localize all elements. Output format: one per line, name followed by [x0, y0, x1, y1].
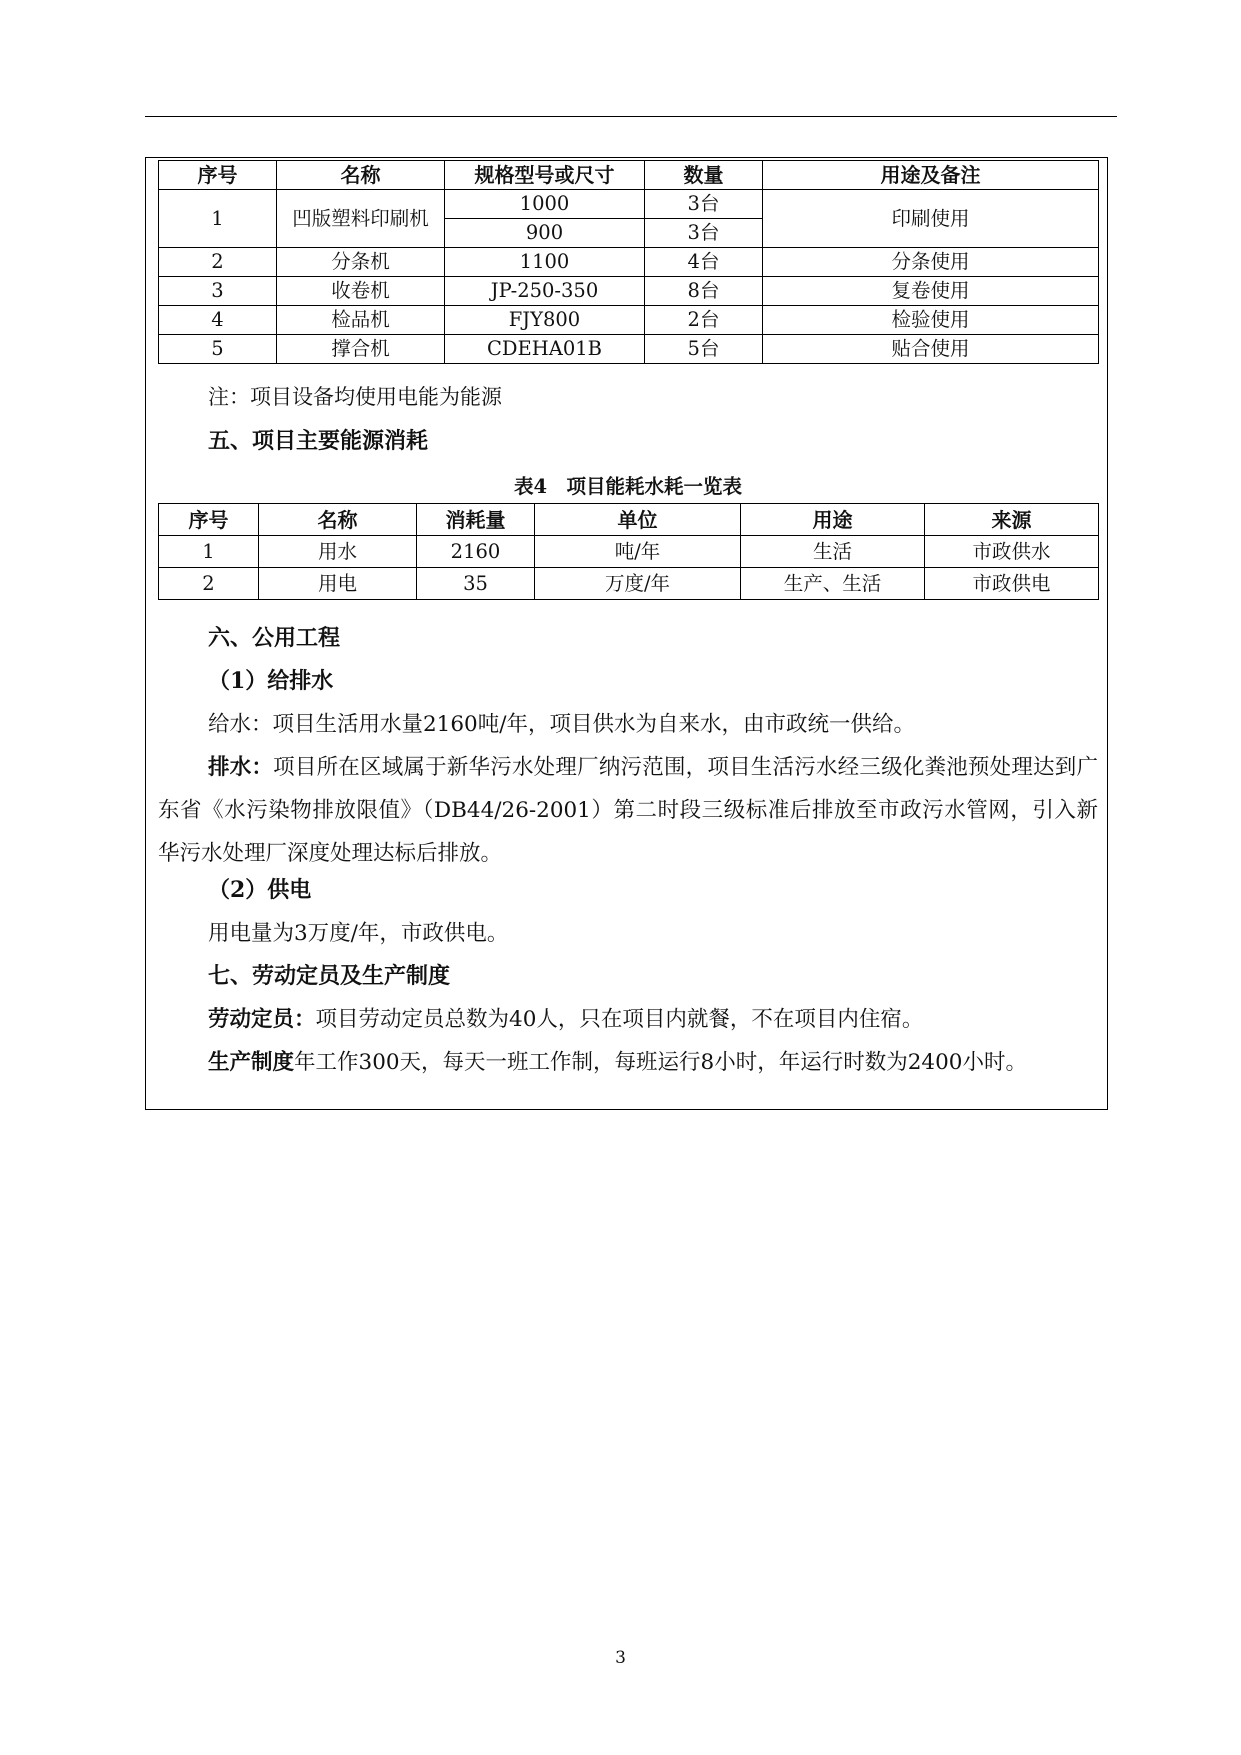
resource-name: 用水	[259, 536, 417, 568]
table-row	[159, 306, 1099, 335]
consumption: 2160	[417, 536, 535, 568]
equipment-name: 检品机	[277, 306, 445, 335]
schedule-text: 年工作300天，每天一班工作制，每班运行8小时，年运行时数为2400小时。	[294, 1050, 1027, 1075]
row-number: 5	[159, 335, 277, 364]
schedule-lead: 生产制度	[208, 1050, 295, 1075]
schedule-paragraph	[158, 1041, 1098, 1084]
unit: 吨/年	[535, 536, 741, 568]
drainage-text: 项目所在区域属于新华污水处理厂纳污范围，项目生活污水经三级化粪池预处理达到广东省《水污染物排放限值》（DB44/26-2001）第二时段三级标准后排放至市政污水管网，引入新华污水处理厂深度处理达标后排放。	[158, 755, 1098, 866]
header-cell: 名称	[259, 504, 417, 536]
header-rule	[145, 116, 1117, 117]
equipment-qty: 8台	[645, 277, 763, 306]
equipment-use: 检验使用	[763, 306, 1099, 335]
table-row	[159, 190, 1099, 219]
equipment-use: 贴合使用	[763, 335, 1099, 364]
row-number: 4	[159, 306, 277, 335]
equipment-note: 注：项目设备均使用电能为能源	[208, 385, 502, 409]
consumption: 35	[417, 568, 535, 600]
drainage-paragraph	[158, 746, 1098, 875]
table-header-row	[159, 161, 1099, 190]
header-cell: 序号	[159, 161, 277, 190]
table-4-caption: 表4 项目能耗水耗一览表	[513, 475, 743, 498]
header-cell: 来源	[925, 504, 1099, 536]
subsection-1-title: （1）给排水	[208, 668, 334, 694]
power-text: 用电量为3万度/年，市政供电。	[208, 921, 509, 946]
water-supply-text: 给水：项目生活用水量2160吨/年，项目供水为自来水，由市政统一供给。	[208, 712, 915, 737]
equipment-qty: 3台	[645, 219, 763, 248]
equipment-spec: FJY800	[445, 306, 645, 335]
equipment-spec: CDEHA01B	[445, 335, 645, 364]
row-number: 3	[159, 277, 277, 306]
staff-text: 项目劳动定员总数为40人，只在项目内就餐，不在项目内住宿。	[315, 1007, 924, 1032]
equipment-name: 撑合机	[277, 335, 445, 364]
equipment-spec: 1100	[445, 248, 645, 277]
header-cell: 序号	[159, 504, 259, 536]
usage: 生产、生活	[741, 568, 925, 600]
unit: 万度/年	[535, 568, 741, 600]
header-cell: 数量	[645, 161, 763, 190]
header-cell: 用途	[741, 504, 925, 536]
header-cell: 用途及备注	[763, 161, 1099, 190]
table-row	[159, 277, 1099, 306]
equipment-spec: 1000	[445, 190, 645, 219]
header-cell: 名称	[277, 161, 445, 190]
row-number: 1	[159, 190, 277, 248]
table-row	[159, 248, 1099, 277]
header-cell: 规格型号或尺寸	[445, 161, 645, 190]
header-cell: 单位	[535, 504, 741, 536]
section-6-title: 六、公用工程	[208, 625, 341, 651]
energy-table	[158, 503, 1099, 600]
table-row	[159, 536, 1099, 568]
equipment-use: 分条使用	[763, 248, 1099, 277]
header-cell: 消耗量	[417, 504, 535, 536]
equipment-name: 凹版塑料印刷机	[277, 190, 445, 248]
table-row	[159, 568, 1099, 600]
subsection-2-title: （2）供电	[208, 877, 312, 903]
section-7-title: 七、劳动定员及生产制度	[208, 963, 451, 989]
table-row	[159, 335, 1099, 364]
usage: 生活	[741, 536, 925, 568]
source: 市政供电	[925, 568, 1099, 600]
equipment-name: 收卷机	[277, 277, 445, 306]
drainage-lead: 排水：	[208, 755, 274, 780]
equipment-name: 分条机	[277, 248, 445, 277]
equipment-spec: JP-250-350	[445, 277, 645, 306]
staff-lead: 劳动定员：	[208, 1007, 316, 1032]
section-5-title: 五、项目主要能源消耗	[208, 428, 429, 454]
equipment-spec: 900	[445, 219, 645, 248]
equipment-use: 印刷使用	[763, 190, 1099, 248]
equipment-qty: 4台	[645, 248, 763, 277]
row-number: 2	[159, 568, 259, 600]
staff-paragraph	[158, 998, 1098, 1041]
equipment-use: 复卷使用	[763, 277, 1099, 306]
equipment-qty: 3台	[645, 190, 763, 219]
source: 市政供水	[925, 536, 1099, 568]
table-header-row	[159, 504, 1099, 536]
equipment-table	[158, 160, 1099, 364]
row-number: 1	[159, 536, 259, 568]
equipment-qty: 2台	[645, 306, 763, 335]
equipment-qty: 5台	[645, 335, 763, 364]
page-number: 3	[615, 1648, 626, 1668]
row-number: 2	[159, 248, 277, 277]
resource-name: 用电	[259, 568, 417, 600]
